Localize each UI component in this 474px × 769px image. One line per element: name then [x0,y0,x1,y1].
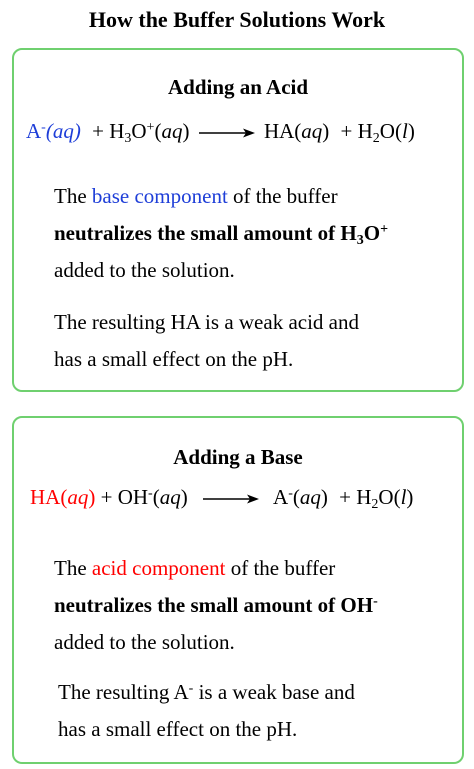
base-component-term: base component [91,184,228,208]
base-result [58,674,458,748]
acid-result-line-2: has a small effect on the pH. [54,347,294,371]
base-result-line-2: has a small effect on the pH. [58,717,298,741]
acid-eq-reactant-a: A-(aq) [26,119,81,143]
acid-eq-product-ha: HA(aq) [263,119,330,143]
page-title: How the Buffer Solutions Work [88,7,386,32]
base-result-line-1: The resulting A- is a weak base and [58,680,355,704]
base-eq-plus-2: + [339,485,351,509]
acid-result [54,304,454,378]
adding-acid-panel [12,48,464,392]
acid-explanation-line-2: neutralizes the small amount of $H_3O^+$ [54,221,389,248]
acid-result-line-1: The resulting HA is a weak acid and [54,310,359,334]
base-eq-reactant-ha: HA(aq) [30,485,96,509]
acid-component-term: acid component [91,556,226,580]
acid-equation [26,118,415,144]
acid-eq-reactant-h3o: $H_3O^+(aq)$ [109,119,190,146]
acid-explanation-line-1: The base component of the buffer [54,184,338,208]
base-eq-plus-1: + [100,485,113,509]
acid-eq-product-water: $H_2O(l)$ [357,119,415,146]
acid-eq-plus-2: + [340,119,353,143]
reaction-arrow-icon [199,127,255,139]
base-explanation-line-1: The acid component of the buffer [54,556,336,580]
base-explanation-line-2: neutralizes the small amount of OH- [54,593,378,617]
reaction-arrow-icon [203,493,259,505]
base-explanation-line-3: added to the solution. [54,630,235,654]
adding-base-panel [12,416,464,764]
adding-base-heading: Adding a Base [173,445,303,469]
adding-acid-heading: Adding an Acid [167,75,309,99]
base-equation [30,484,413,510]
acid-eq-plus-1: + [92,119,104,143]
base-eq-reactant-oh: OH-(aq) [117,485,188,509]
base-eq-product-water: $H_2O(l)$ [356,485,414,512]
base-explanation [54,550,454,661]
acid-explanation-line-3: added to the solution. [54,258,235,282]
acid-explanation [54,178,454,289]
base-eq-product-a: A-(aq) [273,485,328,509]
